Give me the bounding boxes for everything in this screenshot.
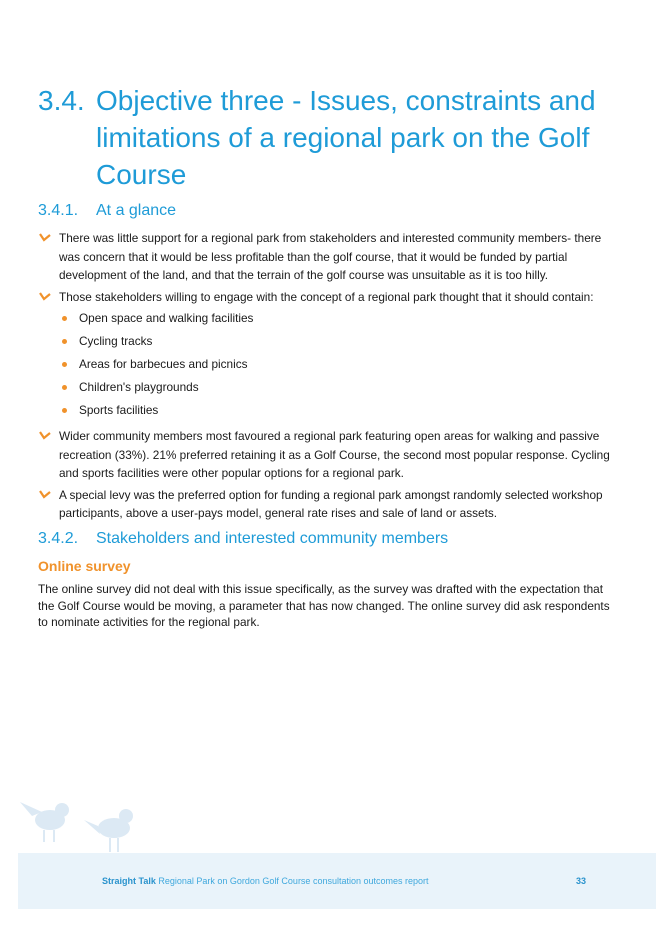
footer-report-name: Regional Park on Gordon Golf Course consultation outcomes report xyxy=(158,876,429,886)
bullet-text: A special levy was the preferred option for funding a regional park amongst randomly selected workshop participants, above a user-pays model, general rate rises and sale of land or assets. xyxy=(59,487,603,520)
section-at-a-glance xyxy=(38,202,176,220)
section-title: At a glance xyxy=(96,202,177,219)
sub-list-item: Children's playgrounds xyxy=(59,378,618,401)
tick-bullet-icon xyxy=(38,231,52,245)
list-item xyxy=(38,229,618,285)
section-number: 3.4.1. xyxy=(38,202,79,219)
section-stakeholders xyxy=(38,530,448,548)
heading-number: 3.4. xyxy=(38,85,85,116)
footer-report-title xyxy=(102,876,429,886)
section-title: Stakeholders and interested community members xyxy=(96,530,449,547)
bullet-text: Wider community members most favoured a regional park featuring open areas for walking and passive recreation (33%). 21% preferred retaining it as a Golf Course, the second most popular response. Cycling and sports facilities were other popular options for a regional park. xyxy=(59,429,610,480)
list-item xyxy=(38,427,618,483)
bullet-text: Those stakeholders willing to engage with the concept of a regional park thought that it should contain: xyxy=(59,289,594,304)
sub-list-item: Cycling tracks xyxy=(59,332,618,355)
sub-list-item: Sports facilities xyxy=(59,401,618,424)
glance-bullet-list xyxy=(38,229,618,523)
tick-bullet-icon xyxy=(38,290,52,304)
glance-list-container xyxy=(38,229,618,526)
bullet-text: There was little support for a regional park from stakeholders and interested community members- there was concern that it would be less profitable than the golf course, that it would be funded by partial development of the land, and that the terrain of the golf course was unsuitable as it is too hilly. xyxy=(59,231,602,282)
sub-list-item: Open space and walking facilities xyxy=(59,309,618,332)
footer-brand: Straight Talk xyxy=(102,876,156,886)
page-number: 33 xyxy=(576,876,587,886)
page-heading xyxy=(38,82,628,193)
tick-bullet-icon xyxy=(38,429,52,443)
heading-title: Objective three - Issues, constraints and limitations of a regional park on the Golf Course xyxy=(96,85,596,190)
online-survey-heading: Online survey xyxy=(38,558,131,574)
section-number: 3.4.2. xyxy=(38,530,79,547)
list-item xyxy=(38,288,618,425)
online-survey-paragraph: The online survey did not deal with this issue specifically, as the survey was drafted with the expectation that the Golf Course would be moving, a parameter that has now changed. The online survey did ask respondents to nominate activities for the regional park. xyxy=(38,582,610,629)
list-item xyxy=(38,486,618,523)
tick-bullet-icon xyxy=(38,488,52,502)
sub-list-item: Areas for barbecues and picnics xyxy=(59,355,618,378)
sub-bullet-list xyxy=(59,309,618,424)
